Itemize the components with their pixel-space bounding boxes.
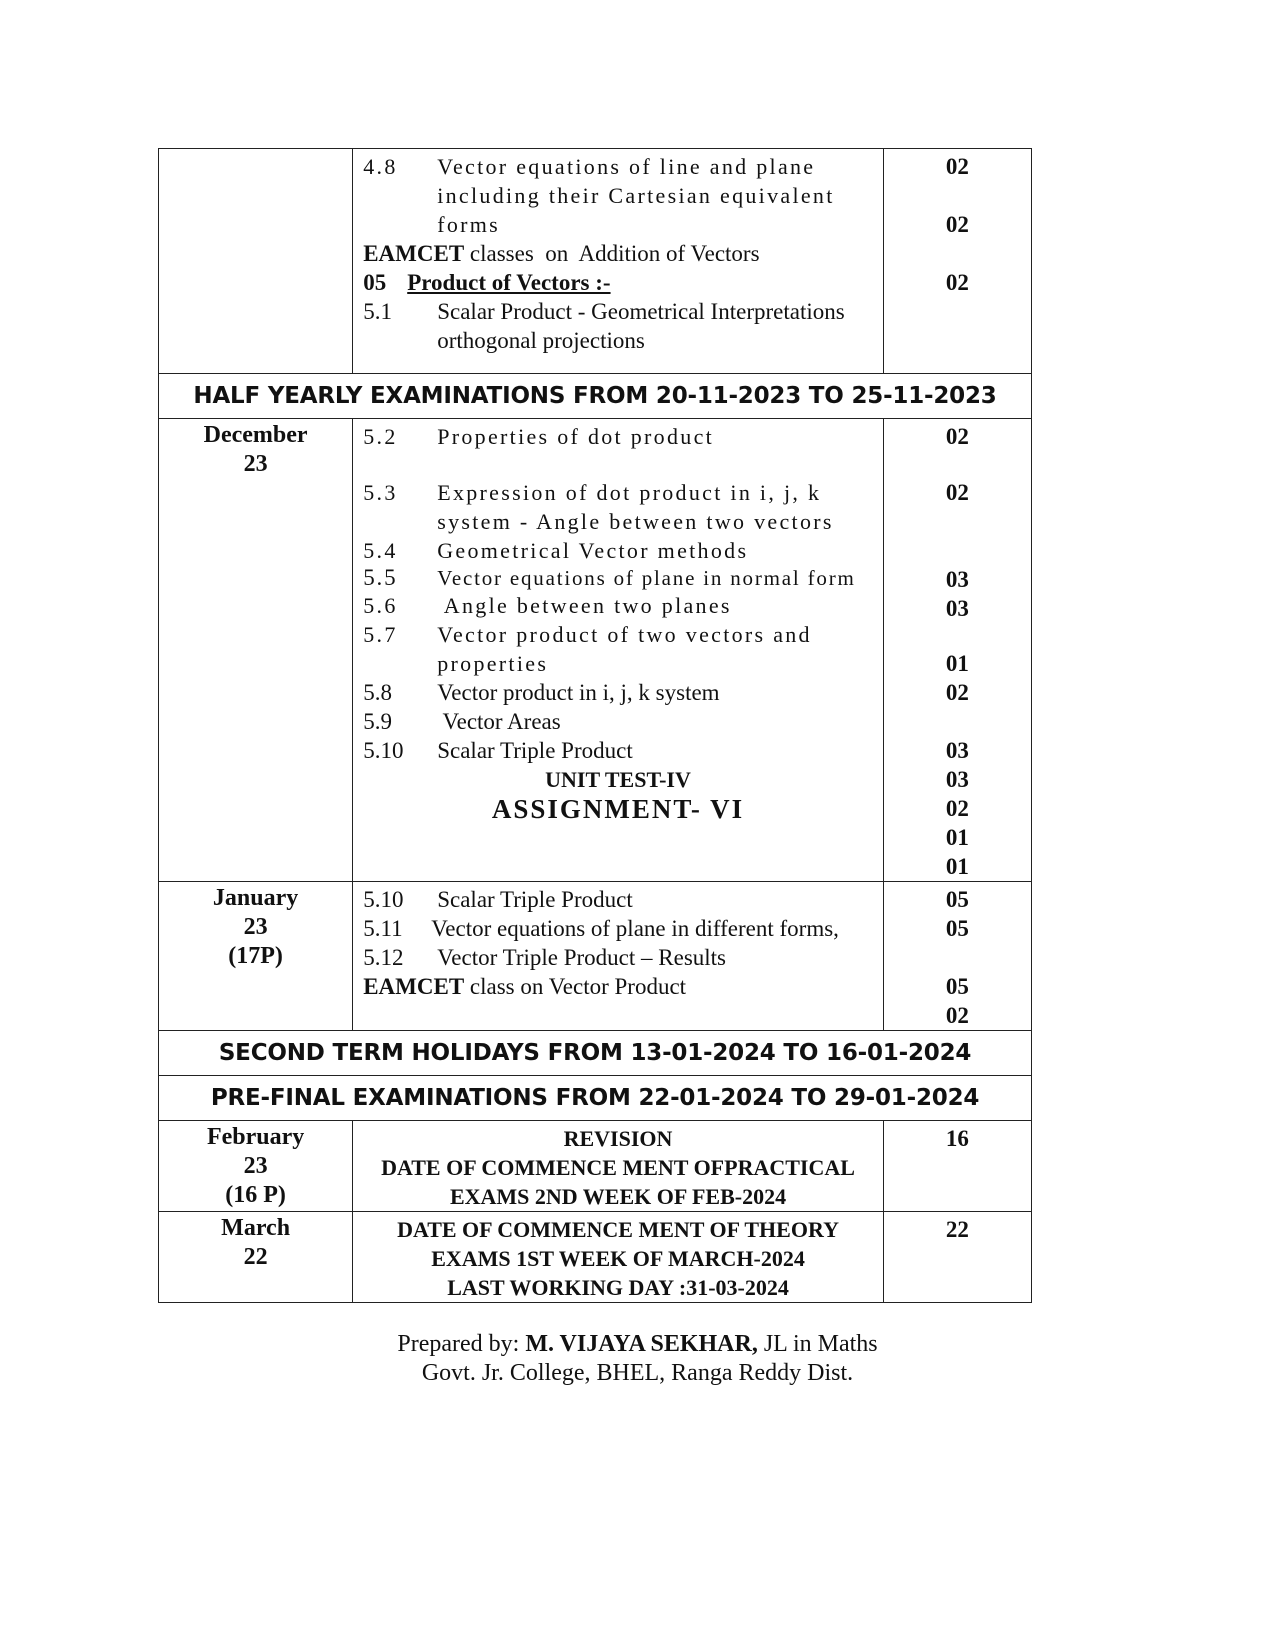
period-count: 05 <box>945 974 969 999</box>
topic-text: Vector product of two vectors and properties <box>437 622 812 676</box>
period-count: 02 <box>945 480 969 505</box>
month-cell <box>159 1121 353 1212</box>
periods-cell <box>883 882 1031 1031</box>
topics-cell <box>353 882 884 1031</box>
month-cell <box>159 1212 353 1303</box>
topics-cell <box>353 419 884 882</box>
theory-exam-note: DATE OF COMMENCE MENT OF THEORY <box>397 1217 839 1242</box>
topic-line <box>353 152 883 239</box>
topic-text: Scalar Product - Geometrical Interpretations orthogonal projections <box>437 299 845 353</box>
topic-number: 4.8 <box>363 154 398 179</box>
topic-number: 5.11 <box>363 916 403 941</box>
month-name: January <box>212 885 299 911</box>
table-row <box>159 1121 1032 1212</box>
month-year: 23 <box>243 914 268 940</box>
month-year: 23 <box>243 1153 268 1179</box>
period-count: 03 <box>945 767 969 792</box>
topic-number: 5.1 <box>363 299 392 324</box>
author-name: M. VIJAYA SEKHAR, <box>525 1331 758 1357</box>
topic-line <box>353 943 883 972</box>
unit-title: Product of Vectors :- <box>407 270 611 295</box>
topic-line <box>353 972 883 1001</box>
topic-number: 5.10 <box>363 738 404 763</box>
period-count: 05 <box>945 887 969 912</box>
topic-line <box>353 478 883 536</box>
month-periods-note: (16 P) <box>225 1182 286 1208</box>
topic-line <box>353 297 883 355</box>
topic-text: Angle between two planes <box>437 593 732 618</box>
table-row <box>159 149 1032 374</box>
prefinal-banner: PRE-FINAL EXAMINATIONS FROM 22-01-2024 TO 29-01-2024 <box>159 1076 1032 1121</box>
table-row <box>159 374 1032 419</box>
topic-text: Vector Triple Product – Results <box>437 945 726 970</box>
topic-text: Vector equations of plane in different forms, <box>431 916 839 941</box>
month-name: March <box>221 1215 291 1241</box>
topic-line <box>353 736 883 765</box>
period-count: 02 <box>945 424 969 449</box>
month-cell <box>159 882 353 1031</box>
topic-number: 5.8 <box>363 680 392 705</box>
assignment-label: ASSIGNMENT- VI <box>491 794 745 824</box>
month-cell <box>159 149 353 374</box>
topic-text: Scalar Triple Product <box>437 738 633 763</box>
topic-line <box>353 707 883 736</box>
period-count: 03 <box>945 738 969 763</box>
topic-text: class on Vector Product <box>464 974 687 999</box>
practical-exam-note: EXAMS 2ND WEEK OF FEB-2024 <box>449 1184 787 1209</box>
periods-cell <box>883 419 1031 882</box>
topic-number: 5.12 <box>363 945 404 970</box>
table-row <box>159 882 1032 1031</box>
period-count: 02 <box>945 1003 969 1028</box>
revision-label: REVISION <box>563 1126 673 1151</box>
month-name: December <box>203 422 308 448</box>
period-count: 02 <box>945 154 969 179</box>
topic-number: 5.7 <box>363 622 398 647</box>
practical-exam-note: DATE OF COMMENCE MENT OFPRACTICAL <box>381 1155 855 1180</box>
month-name: February <box>206 1124 305 1150</box>
topic-line <box>353 239 883 268</box>
period-count: 03 <box>945 596 969 621</box>
period-count: 03 <box>945 567 969 592</box>
period-count: 02 <box>945 680 969 705</box>
topic-line <box>353 914 883 943</box>
theory-exam-note: EXAMS 1ST WEEK OF MARCH-2024 <box>431 1246 805 1271</box>
topic-text: Vector Areas <box>437 709 561 734</box>
eamcet-label: EAMCET <box>363 974 465 999</box>
college-name: Govt. Jr. College, BHEL, Ranga Reddy Dist. <box>421 1360 854 1386</box>
topic-text: Vector product in i, j, k system <box>437 680 720 705</box>
table-row <box>159 1031 1032 1076</box>
topic-number: 5.6 <box>363 593 398 618</box>
holidays-banner: SECOND TERM HOLIDAYS FROM 13-01-2024 TO 16-01-2024 <box>159 1031 1032 1076</box>
month-year: 23 <box>243 451 268 477</box>
topic-line <box>353 422 883 451</box>
table-row <box>159 1212 1032 1303</box>
topic-number: 5.10 <box>363 887 404 912</box>
prepared-label: Prepared by: <box>397 1331 526 1357</box>
author-line <box>0 1330 1275 1359</box>
topic-text: Expression of dot product in i, j, k system - Angle between two vectors <box>437 480 834 534</box>
topic-number: 5.5 <box>363 565 398 590</box>
period-count: 05 <box>945 916 969 941</box>
topics-cell <box>353 149 884 374</box>
period-count: 01 <box>945 854 969 879</box>
lesson-plan-table <box>158 148 1032 1303</box>
topic-number: 5.3 <box>363 480 398 505</box>
topic-text: Properties of dot product <box>437 424 715 449</box>
unit-test-label: UNIT TEST-IV <box>545 767 691 792</box>
last-working-day: LAST WORKING DAY :31-03-2024 <box>447 1275 789 1300</box>
topic-line <box>353 620 883 678</box>
topic-number: 5.4 <box>363 538 398 563</box>
topics-cell <box>353 1121 884 1212</box>
topic-text: Vector equations of plane in normal form <box>437 566 856 590</box>
topic-line <box>353 678 883 707</box>
prepared-by-footer <box>0 1330 1275 1388</box>
month-periods-note: (17P) <box>228 943 283 969</box>
periods-cell <box>883 1121 1031 1212</box>
month-cell <box>159 419 353 882</box>
topic-line <box>353 885 883 914</box>
topic-number: 5.9 <box>363 709 392 734</box>
unit-heading <box>353 268 883 297</box>
period-count: 01 <box>945 825 969 850</box>
topic-number: 5.2 <box>363 424 398 449</box>
periods-cell <box>883 149 1031 374</box>
topic-text: Scalar Triple Product <box>437 887 633 912</box>
topic-line <box>353 591 883 620</box>
periods-cell <box>883 1212 1031 1303</box>
table-row <box>159 1076 1032 1121</box>
topics-cell <box>353 1212 884 1303</box>
topic-line <box>353 565 883 591</box>
half-yearly-banner: HALF YEARLY EXAMINATIONS FROM 20-11-2023 TO 25-11-2023 <box>159 374 1032 419</box>
period-count: 22 <box>945 1217 969 1242</box>
unit-number: 05 <box>363 270 387 295</box>
topic-text: Vector equations of line and plane including their Cartesian equivalent forms <box>437 154 835 237</box>
eamcet-label: EAMCET <box>363 241 465 266</box>
period-count: 02 <box>945 270 969 295</box>
topic-line <box>353 536 883 565</box>
table-row <box>159 419 1032 882</box>
period-count: 01 <box>945 651 969 676</box>
period-count: 16 <box>945 1126 969 1151</box>
topic-text: classes on Addition of Vectors <box>464 241 760 266</box>
topic-text: Geometrical Vector methods <box>437 538 749 563</box>
period-count: 02 <box>945 796 969 821</box>
author-designation: JL in Maths <box>757 1331 878 1357</box>
month-year: 22 <box>243 1244 268 1270</box>
period-count: 02 <box>945 212 969 237</box>
